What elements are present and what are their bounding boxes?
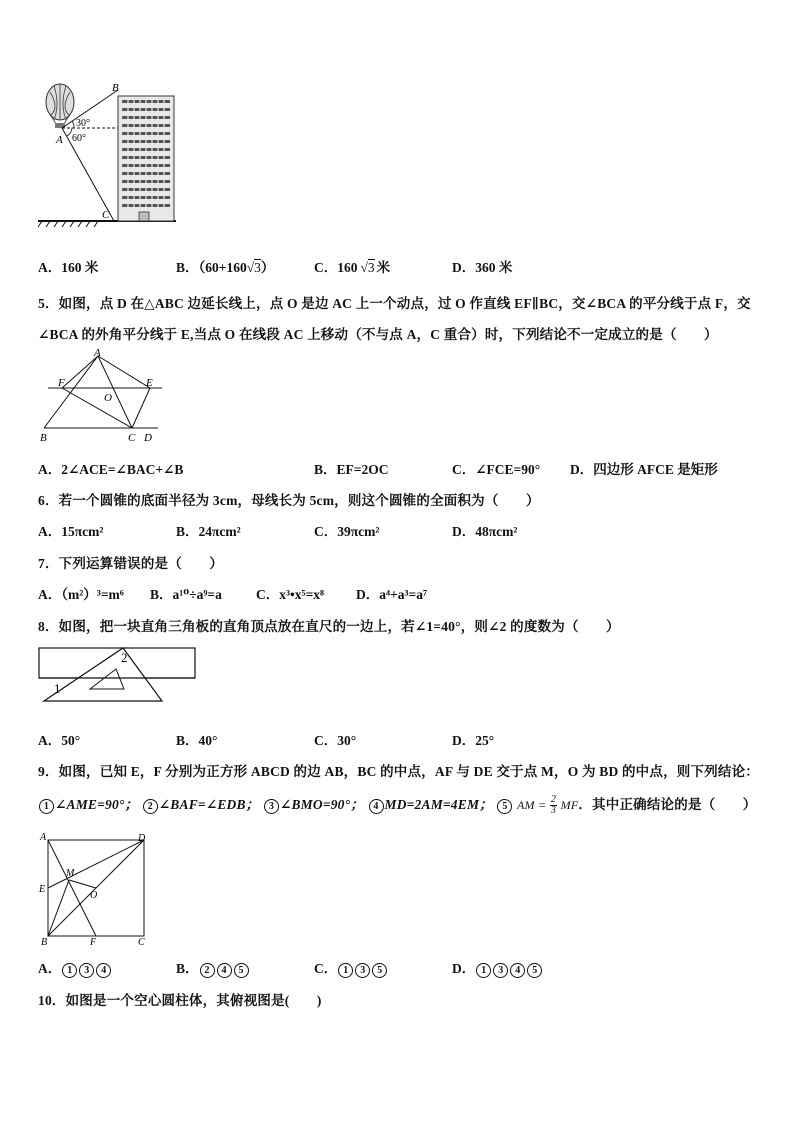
q8-option-c[interactable]: C．30°	[314, 733, 357, 748]
q4-option-a[interactable]	[38, 256, 98, 276]
q9-stmt-2: ∠BAF=∠EDB；	[158, 797, 260, 812]
q9-option-b-letter: B．	[176, 961, 199, 976]
q8-text: 8．如图，把一块直角三角板的直角顶点放在直尺的一边上，若∠1=40°，则∠2 的度数为（ ）	[38, 619, 620, 634]
q5-label-e: E	[146, 377, 153, 389]
q9-label-b: B	[41, 937, 48, 946]
q5-label-o: O	[104, 392, 112, 404]
q9-option-a-n2: 3	[79, 963, 94, 978]
q9-label-m: M	[66, 868, 75, 879]
q5-option-b[interactable]: B．EF=2OC	[314, 462, 389, 477]
q7-option-b[interactable]: B．a¹⁰÷a⁹=a	[150, 587, 222, 602]
q5-label-a: A	[94, 347, 101, 359]
q9-label-c: C	[138, 937, 145, 946]
q4-angle-60: 60°	[72, 133, 86, 144]
q6-option-d[interactable]: D．48πcm²	[452, 524, 518, 539]
q5-option-d[interactable]: D．四边形 AFCE 是矩形	[570, 462, 718, 477]
q7-text: 7．下列运算错误的是（ ）	[38, 556, 224, 571]
q5-text-line1: 5．如图，点 D 在△ABC 边延长线上，点 O 是边 AC 上一个动点，过 O 作直线 EF∥BC，交∠BCA 的平分线于点 F，交	[38, 296, 751, 311]
q9-option-b[interactable]	[176, 957, 250, 978]
q9-option-c-n3: 5	[372, 963, 387, 978]
q9-option-b-n3: 5	[234, 963, 249, 978]
q5-text-line2: ∠BCA 的外角平分线于 E,当点 O 在线段 AC 上移动（不与点 A，C 重合）时，下列结论不一定成立的是（ ）	[38, 327, 718, 342]
q9-figure	[36, 830, 156, 946]
q4-label-b: B	[112, 82, 119, 94]
q9-option-b-n2: 4	[217, 963, 232, 978]
q5-figure	[38, 346, 166, 446]
q10-text: 10．如图是一个空心圆柱体，其俯视图是( )	[38, 993, 322, 1008]
q4-sqrt-c: √3	[360, 260, 375, 275]
q5-label-b: B	[40, 432, 47, 444]
q9-text-line2	[38, 793, 756, 816]
q5-option-c[interactable]: C．∠FCE=90°	[452, 462, 541, 477]
q4-option-b-text: B．（60+160	[176, 260, 247, 275]
q9-circle-5: 5	[497, 799, 512, 814]
q4-option-c-tail: 米	[376, 260, 391, 275]
q4-sqrt-b: √3	[246, 260, 261, 275]
q8-option-d[interactable]: D．25°	[452, 733, 495, 748]
q5-label-d: D	[144, 432, 152, 444]
q9-option-a-n1: 1	[62, 963, 77, 978]
q9-option-c-n1: 1	[338, 963, 353, 978]
q5-option-a[interactable]: A．2∠ACE=∠BAC+∠B	[38, 462, 184, 477]
q9-fraction: $\frac{2}{3}$	[550, 794, 557, 817]
q9-option-d-n2: 3	[493, 963, 508, 978]
q4-option-a-text: A．160 米	[38, 260, 99, 275]
q5-label-c: C	[128, 432, 136, 444]
q4-angle-30: 30°	[76, 118, 90, 129]
q4-option-d[interactable]	[452, 256, 512, 276]
q9-circle-2: 2	[143, 799, 158, 814]
q9-option-a[interactable]	[38, 957, 112, 978]
q4-option-b[interactable]	[176, 256, 274, 276]
q4-option-b-tail: ）	[260, 260, 275, 275]
q8-option-a[interactable]: A．50°	[38, 733, 81, 748]
q9-option-d-n3: 4	[510, 963, 525, 978]
q9-option-d-n4: 5	[527, 963, 542, 978]
q4-figure	[38, 78, 178, 228]
q9-label-a: A	[40, 832, 47, 843]
q9-option-c-n2: 3	[355, 963, 370, 978]
q9-stmt-1: ∠AME=90°；	[55, 797, 139, 812]
q9-option-c-letter: C．	[314, 961, 338, 976]
q7-option-d[interactable]: D．a⁴+a³=a⁷	[356, 587, 428, 602]
q7-option-a[interactable]: A．（m²）³=m⁶	[38, 587, 124, 602]
q4-label-c: C	[102, 209, 110, 221]
q9-option-b-n1: 2	[200, 963, 215, 978]
q8-angle-2: 2	[121, 650, 128, 665]
q9-option-d-letter: D．	[452, 961, 476, 976]
q9-option-d[interactable]	[452, 957, 543, 978]
q8-figure	[38, 643, 198, 711]
q6-option-c[interactable]: C．39πcm²	[314, 524, 380, 539]
q9-circle-4: 4	[369, 799, 384, 814]
q9-label-e: E	[39, 884, 46, 895]
q8-angle-1: 1	[54, 681, 61, 696]
q9-stmt-4: MD=2AM=4EM；	[384, 797, 493, 812]
q4-option-c[interactable]	[314, 256, 390, 276]
q9-circle-3: 3	[264, 799, 279, 814]
q4-option-c-text: C．160	[314, 260, 358, 275]
q4-option-d-text: D．360 米	[452, 260, 513, 275]
q9-stmt-3: ∠BMO=90°；	[279, 797, 364, 812]
q9-stmt-5-lhs: AM =	[517, 798, 547, 812]
q9-label-d: D	[138, 833, 146, 844]
q9-option-c[interactable]	[314, 957, 388, 978]
q9-label-f: F	[90, 937, 97, 946]
q6-text: 6．若一个圆锥的底面半径为 3cm，母线长为 5cm，则这个圆锥的全面积为（ ）	[38, 493, 540, 508]
q9-tail: ．其中正确结论的是（ ）	[578, 797, 757, 812]
q9-label-o: O	[90, 890, 98, 901]
q9-option-a-n3: 4	[96, 963, 111, 978]
q6-option-b[interactable]: B．24πcm²	[176, 524, 241, 539]
q9-stmt-5-rhs: MF	[560, 798, 579, 812]
q6-option-a[interactable]: A．15πcm²	[38, 524, 104, 539]
q9-option-a-letter: A．	[38, 961, 62, 976]
q7-option-c[interactable]: C．x³•x⁵=x⁸	[256, 587, 325, 602]
q5-label-f: F	[58, 377, 65, 389]
q8-option-b[interactable]: B．40°	[176, 733, 218, 748]
q4-label-a: A	[56, 134, 63, 146]
q9-text-line1: 9．如图，已知 E，F 分别为正方形 ABCD 的边 AB，BC 的中点，AF 与 DE 交于点 M，O 为 BD 的中点，则下列结论：	[38, 764, 759, 779]
q9-option-d-n1: 1	[476, 963, 491, 978]
q9-circle-1: 1	[39, 799, 54, 814]
